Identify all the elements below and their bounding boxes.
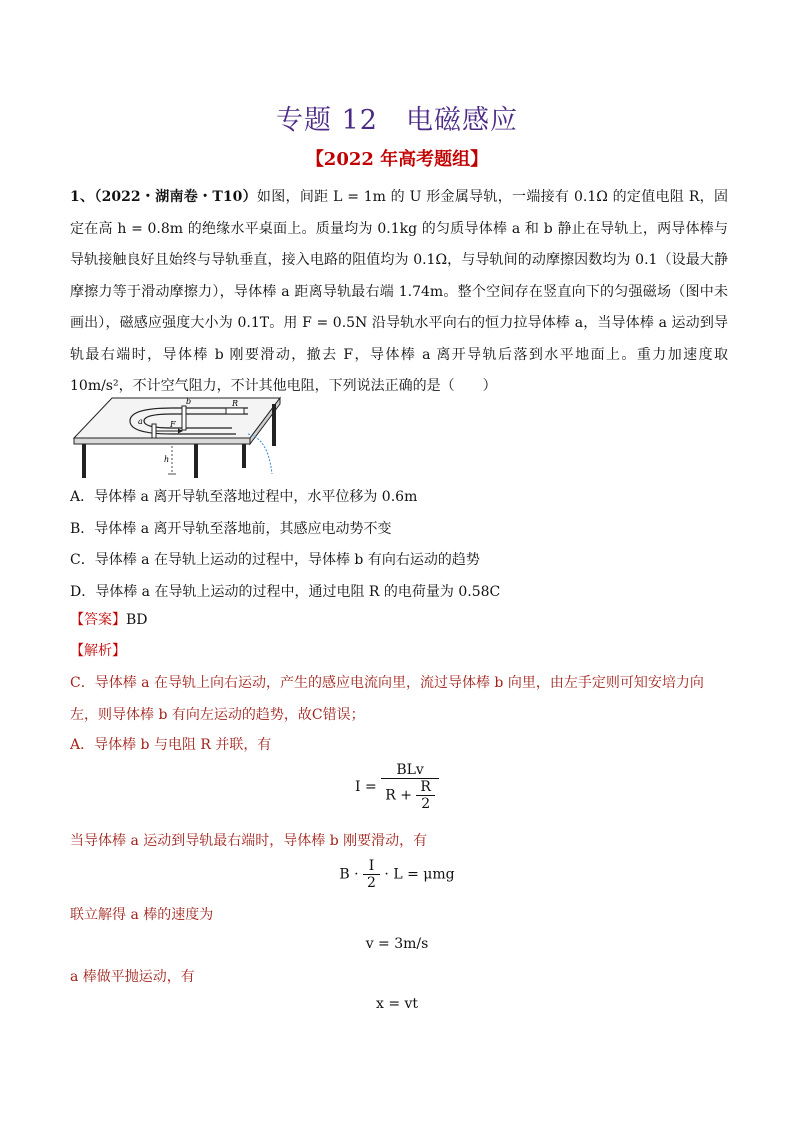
table-leg xyxy=(82,444,86,478)
equation-velocity: v = 3m/s xyxy=(365,936,429,952)
eq2-numerator: I xyxy=(363,858,380,875)
analysis-paragraph-1: C．导体棒 a 在导轨上向右运动，产生的感应电流向里，流过导体棒 b 向里，由左手定则可知安培力向左，则导体棒 b 有向左运动的趋势，故C错误； xyxy=(70,675,704,723)
section-subtitle: 【2022 年高考题组】 xyxy=(305,149,489,170)
eq1-den-term: R + xyxy=(385,787,412,804)
label-h: h xyxy=(164,455,170,464)
eq1-numerator: BLv xyxy=(381,762,439,779)
option-b: B．导体棒 a 离开导轨至落地前，其感应电动势不变 xyxy=(70,520,392,537)
label-F: F xyxy=(170,420,176,429)
eq1-lhs: I = xyxy=(355,779,377,795)
options-list xyxy=(70,482,728,608)
resistor xyxy=(226,408,244,414)
rod-a xyxy=(152,424,156,438)
table-leg xyxy=(242,444,246,468)
question-number: 1、 xyxy=(70,189,95,205)
rod-b xyxy=(182,406,186,430)
equation-current xyxy=(0,762,794,812)
label-R: R xyxy=(232,399,239,408)
label-a: a xyxy=(138,417,143,426)
answer xyxy=(70,607,148,633)
question-1 xyxy=(70,182,728,403)
eq1-den-numerator: R xyxy=(416,779,435,796)
table-leg xyxy=(272,404,276,446)
eq1-fraction xyxy=(381,762,439,812)
page-title: 专题 12 电磁感应 xyxy=(276,105,518,136)
analysis-paragraph-5: a 棒做平抛运动，有 xyxy=(70,969,195,985)
answer-tag: 【答案】 xyxy=(70,612,126,628)
eq2-left: B · xyxy=(339,866,359,883)
question-source: （2022・湖南卷・T10） xyxy=(94,189,257,205)
eq2-denominator: 2 xyxy=(367,875,376,891)
table-top xyxy=(74,398,280,438)
analysis-paragraph-3: 当导体棒 a 运动到导轨最右端时，导体棒 b 刚要滑动，有 xyxy=(70,833,428,849)
analysis-paragraph-2: A．导体棒 b 与电阻 R 并联，有 xyxy=(70,737,272,753)
label-b: b xyxy=(186,397,192,406)
analysis-tag: 【解析】 xyxy=(70,643,126,659)
eq1-den-fraction xyxy=(416,779,435,812)
table-leg xyxy=(194,444,198,478)
eq2-fraction xyxy=(363,858,380,891)
equation-displacement: x = vt xyxy=(375,996,419,1012)
option-a: A．导体棒 a 离开导轨至落地过程中，水平位移为 0.6m xyxy=(70,489,418,505)
analysis-paragraph-4: 联立解得 a 棒的速度为 xyxy=(70,907,214,923)
equation-force xyxy=(0,858,794,891)
eq1-den-denominator: 2 xyxy=(421,796,431,812)
option-d: D．导体棒 a 在导轨上运动的过程中，通过电阻 R 的电荷量为 0.58C xyxy=(70,583,501,600)
eq1-denominator xyxy=(381,779,439,812)
option-c: C．导体棒 a 在导轨上运动的过程中，导体棒 b 有向右运动的趋势 xyxy=(70,552,480,568)
answer-value: BD xyxy=(126,612,148,628)
eq2-right: · L = μmg xyxy=(384,866,455,883)
rail-diagram xyxy=(72,394,284,480)
table-edge xyxy=(74,438,250,444)
question-text: 如图，间距 L = 1m 的 U 形金属导轨，一端接有 0.1Ω 的定值电阻 R，固定在高 h = 0.8m 的绝缘水平桌面上。质量均为 0.1kg 的匀质导体棒 a 和 b 静止在导轨上，两导体棒与导轨接触良好且始终与导轨垂直，接入电路的阻值均为 0.1Ω，与导轨间的动摩擦因数均为 0.1（设最大静摩擦力等于滑动摩擦力），导体棒 a 距离导轨最右端 1.74m。整个空间存在竖直向下的匀强磁场（图中未画出），磁感应强度大小为 0.1T。用 F = 0.5N 沿导轨水平向右的恒力拉导体棒 a，当导体棒 a 运动到导轨最右端时，导体棒 b 刚要滑动，撤去 F，导体棒 a 离开导轨后落到水平地面上。重力加速度取 10m/s²，不计空气阻力，不计其他电阻，下列说法正确的是（ ） xyxy=(70,189,728,394)
